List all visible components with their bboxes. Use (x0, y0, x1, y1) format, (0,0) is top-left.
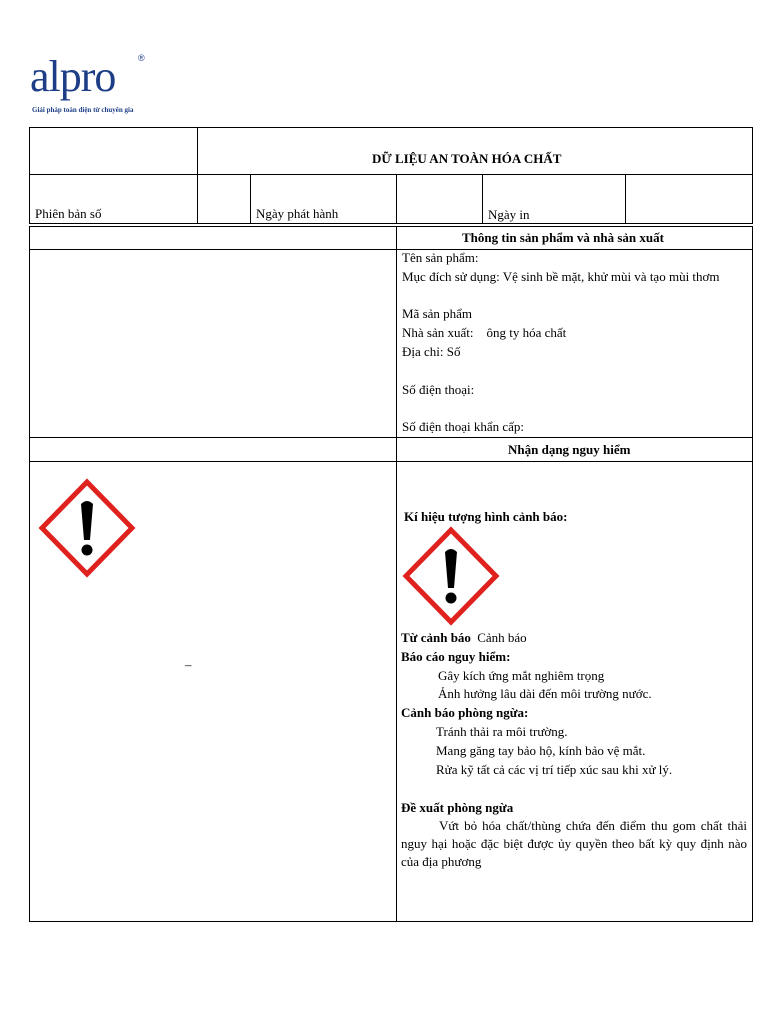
hazard-statement-item: Gây kích ứng mắt nghiêm trọng (438, 668, 605, 683)
recommendation-label: Đề xuất phòng ngừa (401, 800, 514, 815)
hazard-section-heading: Nhận dạng nguy hiểm (508, 442, 631, 457)
signal-word-label: Từ cảnh báo (401, 630, 471, 645)
address-field: Địa chỉ: Số (402, 344, 461, 359)
hazard-statement-item: Ảnh hưởng lâu dài đến môi trường nước. (438, 686, 652, 701)
issue-date-label: Ngày phát hành (256, 206, 339, 221)
company-logo (30, 52, 145, 114)
product-section-heading: Thông tin sản phẩm và nhà sản xuất (462, 230, 664, 245)
hazard-statement-label: Báo cáo nguy hiểm: (401, 649, 511, 664)
signal-word-line (401, 629, 527, 647)
registered-mark: ® (138, 53, 145, 63)
exclamation-hazard-icon (38, 478, 136, 578)
version-label: Phiên bản số (35, 206, 102, 221)
emergency-phone-field: Số điện thoại khẩn cấp: (402, 419, 525, 434)
precaution-item: Mang găng tay bảo hộ, kính bảo vệ mắt. (436, 743, 646, 758)
precaution-item: Rửa kỹ tất cả các vị trí tiếp xúc sau khi xử lý. (436, 762, 673, 777)
document-title: DỮ LIỆU AN TOÀN HÓA CHẤT (372, 151, 562, 166)
signal-word-value: Cảnh báo (477, 630, 527, 645)
phone-field: Số điện thoại: (402, 382, 475, 397)
precaution-item: Tránh thải ra môi trường. (436, 724, 568, 739)
pictogram-label: Kí hiệu tượng hình cảnh báo: (404, 509, 568, 524)
logo-tagline: Giải pháp toàn diện từ chuyên gia (32, 106, 134, 114)
logo-wordmark: alpro (30, 52, 116, 101)
left-dash-mark: – (185, 657, 192, 672)
purpose-field: Mục đích sử dụng: Vệ sinh bề mặt, khử mùi và tạo mùi thơm (402, 269, 720, 284)
recommendation-text: Vứt bỏ hóa chất/thùng chứa đến điểm thu gom chất thải nguy hại hoặc đặc biệt được ủy quyền theo bất kỳ quy định nào của địa phương (401, 818, 747, 869)
exclamation-warning-icon (402, 526, 500, 626)
manufacturer-field: Nhà sản xuất: ông ty hóa chất (402, 325, 567, 340)
precaution-label: Cảnh báo phòng ngừa: (401, 705, 529, 720)
product-name-field: Tên sản phẩm: (402, 250, 479, 265)
product-code-field: Mã sản phẩm (402, 306, 473, 321)
print-date-label: Ngày in (488, 207, 530, 222)
